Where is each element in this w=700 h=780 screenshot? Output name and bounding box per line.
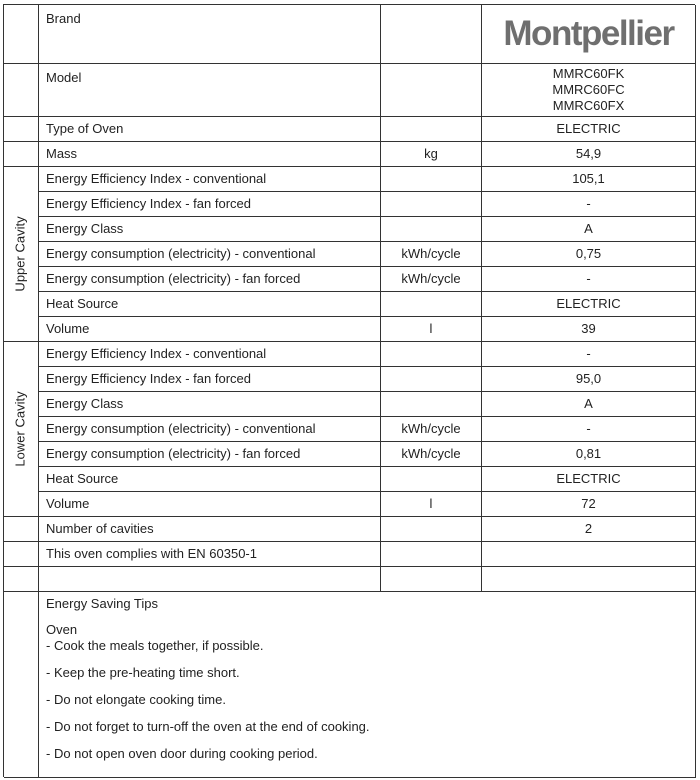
- row-unit: [381, 117, 482, 142]
- lower-row-label: Volume: [39, 492, 381, 517]
- side-cell: [4, 567, 39, 592]
- lower-row-value: A: [482, 392, 696, 417]
- side-cell: [4, 5, 39, 64]
- upper-row-label: Energy consumption (electricity) - conventional: [39, 242, 381, 267]
- lower-row-label: Energy Efficiency Index - conventional: [39, 342, 381, 367]
- upper-row-label: Heat Source: [39, 292, 381, 317]
- model-unit-cell: [381, 64, 482, 117]
- lower-cavity-text: Lower Cavity: [13, 391, 29, 467]
- row-label: Type of Oven: [39, 117, 381, 142]
- tip-item: - Cook the meals together, if possible.: [46, 638, 264, 653]
- lower-row-label: Heat Source: [39, 467, 381, 492]
- tips-heading: Oven: [46, 622, 78, 637]
- upper-row-value: 0,75: [482, 242, 696, 267]
- lower-row-label: Energy consumption (electricity) - conventional: [39, 417, 381, 442]
- tip-item: - Do not open oven door during cooking period.: [46, 746, 318, 761]
- lower-row-value: ELECTRIC: [482, 467, 696, 492]
- upper-row-label: Volume: [39, 317, 381, 342]
- upper-row-value: 105,1: [482, 167, 696, 192]
- tips-title: Energy Saving Tips: [46, 596, 159, 611]
- lower-row-unit: [381, 342, 482, 367]
- row-value: ELECTRIC: [482, 117, 696, 142]
- model-number: MMRC60FK: [552, 66, 625, 81]
- row-value: 2: [482, 517, 696, 542]
- upper-row-unit: [381, 167, 482, 192]
- lower-row-value: 72: [482, 492, 696, 517]
- model-number: MMRC60FC: [552, 82, 625, 97]
- lower-row-label: Energy consumption (electricity) - fan forced: [39, 442, 381, 467]
- upper-cavity-text: Upper Cavity: [13, 216, 29, 292]
- upper-row-value: A: [482, 217, 696, 242]
- model-values: [482, 64, 696, 117]
- lower-row-unit: [381, 392, 482, 417]
- energy-saving-tips: [39, 592, 696, 778]
- upper-row-unit: [381, 292, 482, 317]
- row-unit: [381, 542, 482, 567]
- row-unit: kg: [381, 142, 482, 167]
- upper-row-unit: [381, 192, 482, 217]
- row-label: Mass: [39, 142, 381, 167]
- empty-cell: [381, 567, 482, 592]
- side-cell: [4, 64, 39, 117]
- side-cell: [4, 117, 39, 142]
- row-value: 54,9: [482, 142, 696, 167]
- upper-row-value: ELECTRIC: [482, 292, 696, 317]
- lower-cavity-label: [4, 342, 39, 517]
- side-cell: [4, 592, 39, 778]
- upper-row-unit: l: [381, 317, 482, 342]
- tip-item: - Keep the pre-heating time short.: [46, 665, 240, 680]
- lower-row-value: -: [482, 342, 696, 367]
- upper-row-unit: kWh/cycle: [381, 267, 482, 292]
- side-cell: [4, 142, 39, 167]
- row-value: [482, 542, 696, 567]
- brand-logo-cell: [482, 5, 696, 64]
- lower-row-label: Energy Efficiency Index - fan forced: [39, 367, 381, 392]
- upper-row-value: -: [482, 267, 696, 292]
- upper-row-label: Energy Efficiency Index - fan forced: [39, 192, 381, 217]
- upper-row-label: Energy Efficiency Index - conventional: [39, 167, 381, 192]
- model-label: Model: [39, 64, 381, 117]
- side-cell: [4, 517, 39, 542]
- energy-label-table: [3, 4, 695, 777]
- tip-item: - Do not elongate cooking time.: [46, 692, 226, 707]
- upper-row-label: Energy consumption (electricity) - fan forced: [39, 267, 381, 292]
- side-cell: [4, 542, 39, 567]
- lower-row-unit: [381, 467, 482, 492]
- empty-cell: [482, 567, 696, 592]
- empty-cell: [39, 567, 381, 592]
- lower-row-unit: kWh/cycle: [381, 417, 482, 442]
- lower-row-value: 0,81: [482, 442, 696, 467]
- model-number: MMRC60FX: [552, 98, 625, 113]
- tip-item: - Do not forget to turn-off the oven at the end of cooking.: [46, 719, 370, 734]
- lower-row-unit: [381, 367, 482, 392]
- upper-row-value: -: [482, 192, 696, 217]
- brand-label: Brand: [39, 5, 381, 64]
- row-unit: [381, 517, 482, 542]
- compliance-statement: This oven complies with EN 60350-1: [39, 542, 381, 567]
- brand-unit-cell: [381, 5, 482, 64]
- lower-row-unit: kWh/cycle: [381, 442, 482, 467]
- upper-row-value: 39: [482, 317, 696, 342]
- upper-cavity-label: [4, 167, 39, 342]
- montpellier-logo: Montpellier: [503, 14, 674, 53]
- upper-row-label: Energy Class: [39, 217, 381, 242]
- upper-row-unit: [381, 217, 482, 242]
- lower-row-label: Energy Class: [39, 392, 381, 417]
- lower-row-value: 95,0: [482, 367, 696, 392]
- row-label: Number of cavities: [39, 517, 381, 542]
- upper-row-unit: kWh/cycle: [381, 242, 482, 267]
- lower-row-value: -: [482, 417, 696, 442]
- lower-row-unit: l: [381, 492, 482, 517]
